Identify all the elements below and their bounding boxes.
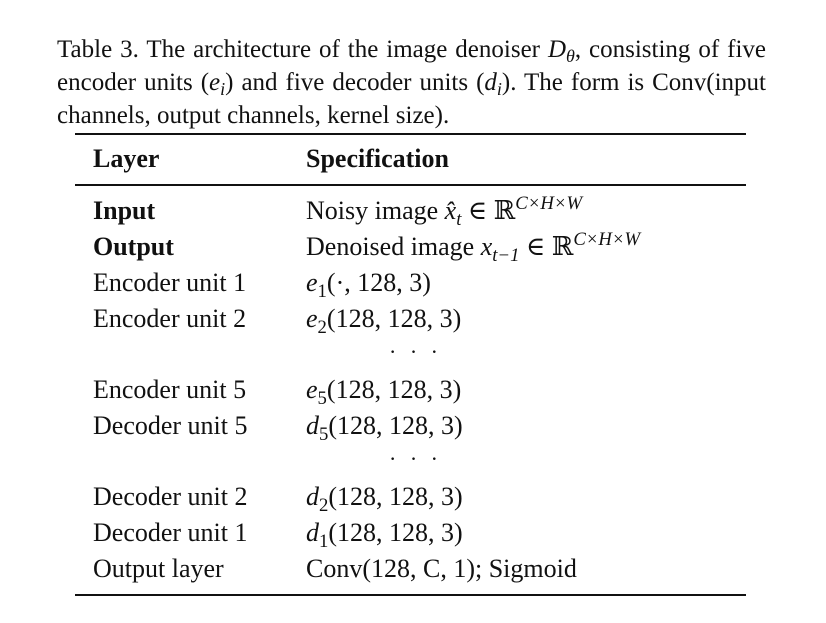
row-spec: $e_5(128$, 128, 3) bbox=[306, 375, 462, 409]
table-row bbox=[0, 515, 826, 551]
row-spec: Denoised image $x_{t-1}$ ∈ ℝ$^{C\times H\times W}$ bbox=[306, 228, 641, 266]
row-label: Decoder unit 1 bbox=[93, 518, 248, 547]
row-label: Encoder unit 1 bbox=[93, 268, 247, 297]
table-row bbox=[0, 301, 826, 337]
row-label: Decoder unit 2 bbox=[93, 482, 248, 511]
row-spec: $e_2(128$, 128, 3) bbox=[306, 304, 462, 338]
table-row-output-layer bbox=[0, 551, 826, 587]
row-label: Encoder unit 5 bbox=[93, 375, 247, 404]
header-specification: Specification bbox=[306, 144, 449, 173]
vertical-ellipsis: · · · bbox=[389, 446, 442, 471]
row-label: Input bbox=[93, 196, 156, 225]
ellipsis-row bbox=[0, 334, 826, 370]
table-row bbox=[0, 265, 826, 301]
row-label: Encoder unit 2 bbox=[93, 304, 247, 333]
bottom-rule bbox=[75, 594, 746, 596]
row-spec: Conv(128, C, 1); Sigmoid bbox=[306, 554, 577, 583]
row-label: Output layer bbox=[93, 554, 224, 583]
table-row-input bbox=[0, 193, 826, 229]
ellipsis-row bbox=[0, 441, 826, 477]
header-layer: Layer bbox=[93, 144, 160, 173]
table-caption: Table 3. The architecture of the image denoiser $D_\theta$, consisting of five encoder units $(e_i)$ and five decoder units $(d_i)$. The form is Conv(input channels, output channels, kernel size). bbox=[57, 36, 766, 129]
table-row bbox=[0, 479, 826, 515]
table-row bbox=[0, 408, 826, 444]
table-row-output bbox=[0, 229, 826, 265]
row-spec: $d_2(128$, 128, 3) bbox=[306, 482, 463, 516]
row-label: Decoder unit 5 bbox=[93, 411, 248, 440]
row-spec: $d_1(128$, 128, 3) bbox=[306, 518, 463, 552]
row-spec: Noisy image $x̂_t$ ∈ ℝ$^{C\times H\times W}$ bbox=[306, 192, 583, 230]
top-rule bbox=[75, 133, 746, 135]
table-header-row bbox=[0, 141, 826, 177]
row-spec: $e_1(\cdot$, 128, 3) bbox=[306, 268, 431, 302]
row-label: Output bbox=[93, 232, 174, 261]
header-rule bbox=[75, 184, 746, 186]
row-spec: $d_5(128$, 128, 3) bbox=[306, 411, 463, 445]
table-row bbox=[0, 372, 826, 408]
vertical-ellipsis: · · · bbox=[389, 339, 442, 364]
